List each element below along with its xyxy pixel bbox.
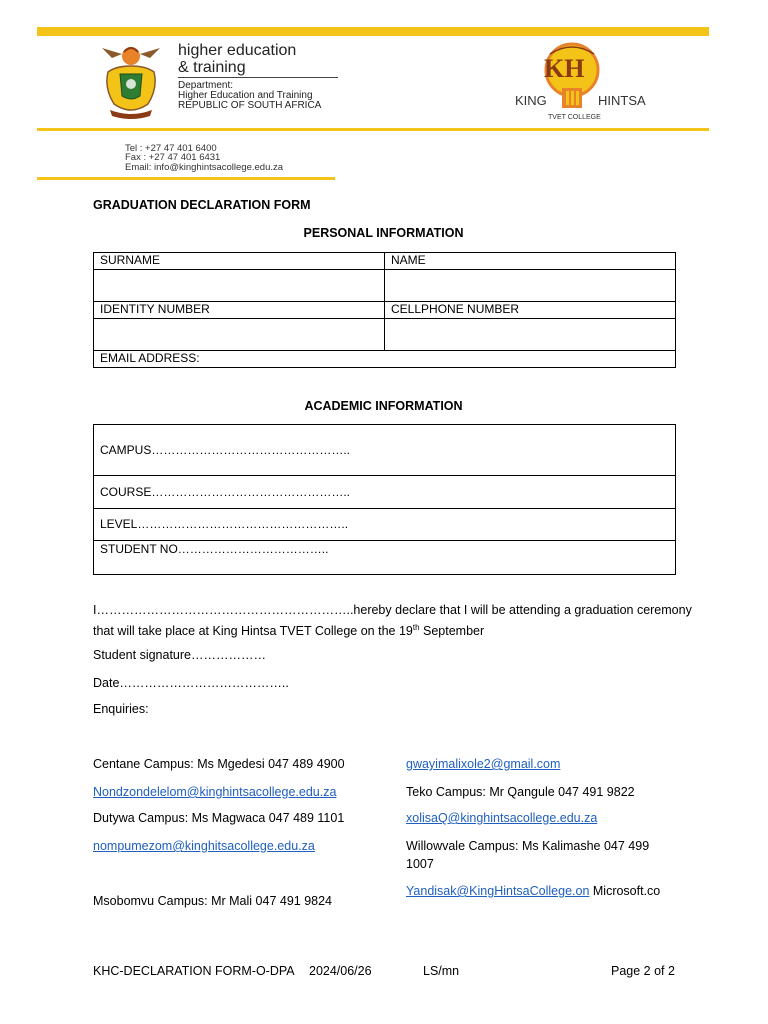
identity-number-field[interactable] — [94, 319, 385, 351]
declaration-line2-text: that will take place at King Hintsa TVET College on the 19 — [93, 624, 413, 639]
header-bottom-bar — [37, 177, 335, 180]
name-field[interactable] — [385, 270, 676, 302]
header-top-bar — [37, 27, 709, 36]
personal-info-table — [93, 252, 676, 368]
student-signature-field[interactable]: Student signature……………… — [93, 648, 266, 662]
willowvale-email-suffix: Microsoft.co — [589, 884, 661, 898]
footer-page-number: Page 2 of 2 — [611, 964, 675, 978]
campus-field[interactable]: CAMPUS………………………………………….. — [94, 425, 676, 476]
dept-title-line2: & training — [178, 59, 246, 76]
header-middle-bar — [37, 128, 709, 131]
willowvale-contact-line1: Willowvale Campus: Ms Kalimashe 047 499 — [406, 839, 650, 853]
cellphone-number-field[interactable] — [385, 319, 676, 351]
college-logo-letters: KH — [544, 54, 585, 83]
declaration-line2-end: September — [419, 624, 485, 639]
college-subtitle: TVET COLLEGE — [548, 114, 601, 121]
identity-number-label: IDENTITY NUMBER — [94, 302, 385, 319]
footer-form-code: KHC-DECLARATION FORM-O-DPA — [93, 964, 295, 978]
surname-field[interactable] — [94, 270, 385, 302]
dept-line2: Higher Education and Training — [178, 90, 313, 101]
msobomvu-contact: Msobomvu Campus: Mr Mali 047 491 9824 — [93, 894, 333, 908]
declaration-superscript: th — [412, 623, 420, 632]
level-field[interactable]: LEVEL…………………………………………….. — [94, 509, 676, 541]
contact-email: Email: info@kinghintsacollege.edu.za — [125, 162, 284, 173]
declaration-line2 — [93, 620, 484, 639]
academic-heading: ACADEMIC INFORMATION — [304, 399, 463, 413]
dutywa-contact: Dutywa Campus: Ms Magwaca 047 489 1101 — [93, 811, 345, 825]
academic-info-table — [93, 424, 676, 575]
date-field[interactable]: Date………………………………….. — [93, 676, 289, 690]
contact-fax: Fax : +27 47 401 6431 — [125, 152, 221, 163]
teko-email-link[interactable]: xolisaQ@kinghintsacollege.edu.za — [406, 811, 598, 825]
footer-initials: LS/mn — [423, 964, 460, 978]
name-label: NAME — [385, 253, 676, 270]
cellphone-number-label: CELLPHONE NUMBER — [385, 302, 676, 319]
college-name-left: KING — [515, 93, 547, 108]
contact-tel: Tel : +27 47 401 6400 — [125, 143, 217, 154]
form-title: GRADUATION DECLARATION FORM — [93, 198, 311, 212]
dutywa-email-link[interactable]: nompumezom@kinghitsacollege.edu.za — [93, 839, 315, 853]
teko-contact: Teko Campus: Mr Qangule 047 491 9822 — [406, 785, 635, 799]
centane-email-link[interactable]: Nondzondelelom@kinghintsacollege.edu.za — [93, 785, 337, 799]
declaration-line1: I……………………………………………………..hereby declare that I will be attending a graduation ceremony — [93, 603, 692, 617]
personal-heading: PERSONAL INFORMATION — [303, 226, 464, 240]
dept-title-line1: higher education — [178, 42, 297, 59]
surname-label: SURNAME — [94, 253, 385, 270]
footer-date: 2024/06/26 — [309, 964, 372, 978]
dept-line1: Department: — [178, 80, 234, 91]
gmail-link[interactable]: gwayimalixole2@gmail.com — [406, 757, 561, 771]
centane-contact: Centane Campus: Ms Mgedesi 047 489 4900 — [93, 757, 345, 771]
college-name-right: HINTSA — [598, 93, 646, 108]
willowvale-contact-line2: 1007 — [406, 857, 434, 871]
student-no-field[interactable]: STUDENT NO……………………………….. — [94, 541, 676, 575]
dept-line3: REPUBLIC OF SOUTH AFRICA — [178, 100, 322, 111]
header-rule — [178, 77, 338, 78]
willowvale-email-row — [406, 884, 660, 899]
course-field[interactable]: COURSE………………………………………….. — [94, 476, 676, 509]
coat-of-arms-logo — [100, 44, 162, 120]
willowvale-email-link[interactable]: Yandisak@KingHintsaCollege.on — [406, 884, 590, 898]
enquiries-label: Enquiries: — [93, 702, 149, 716]
email-address-field[interactable]: EMAIL ADDRESS: — [94, 351, 676, 368]
